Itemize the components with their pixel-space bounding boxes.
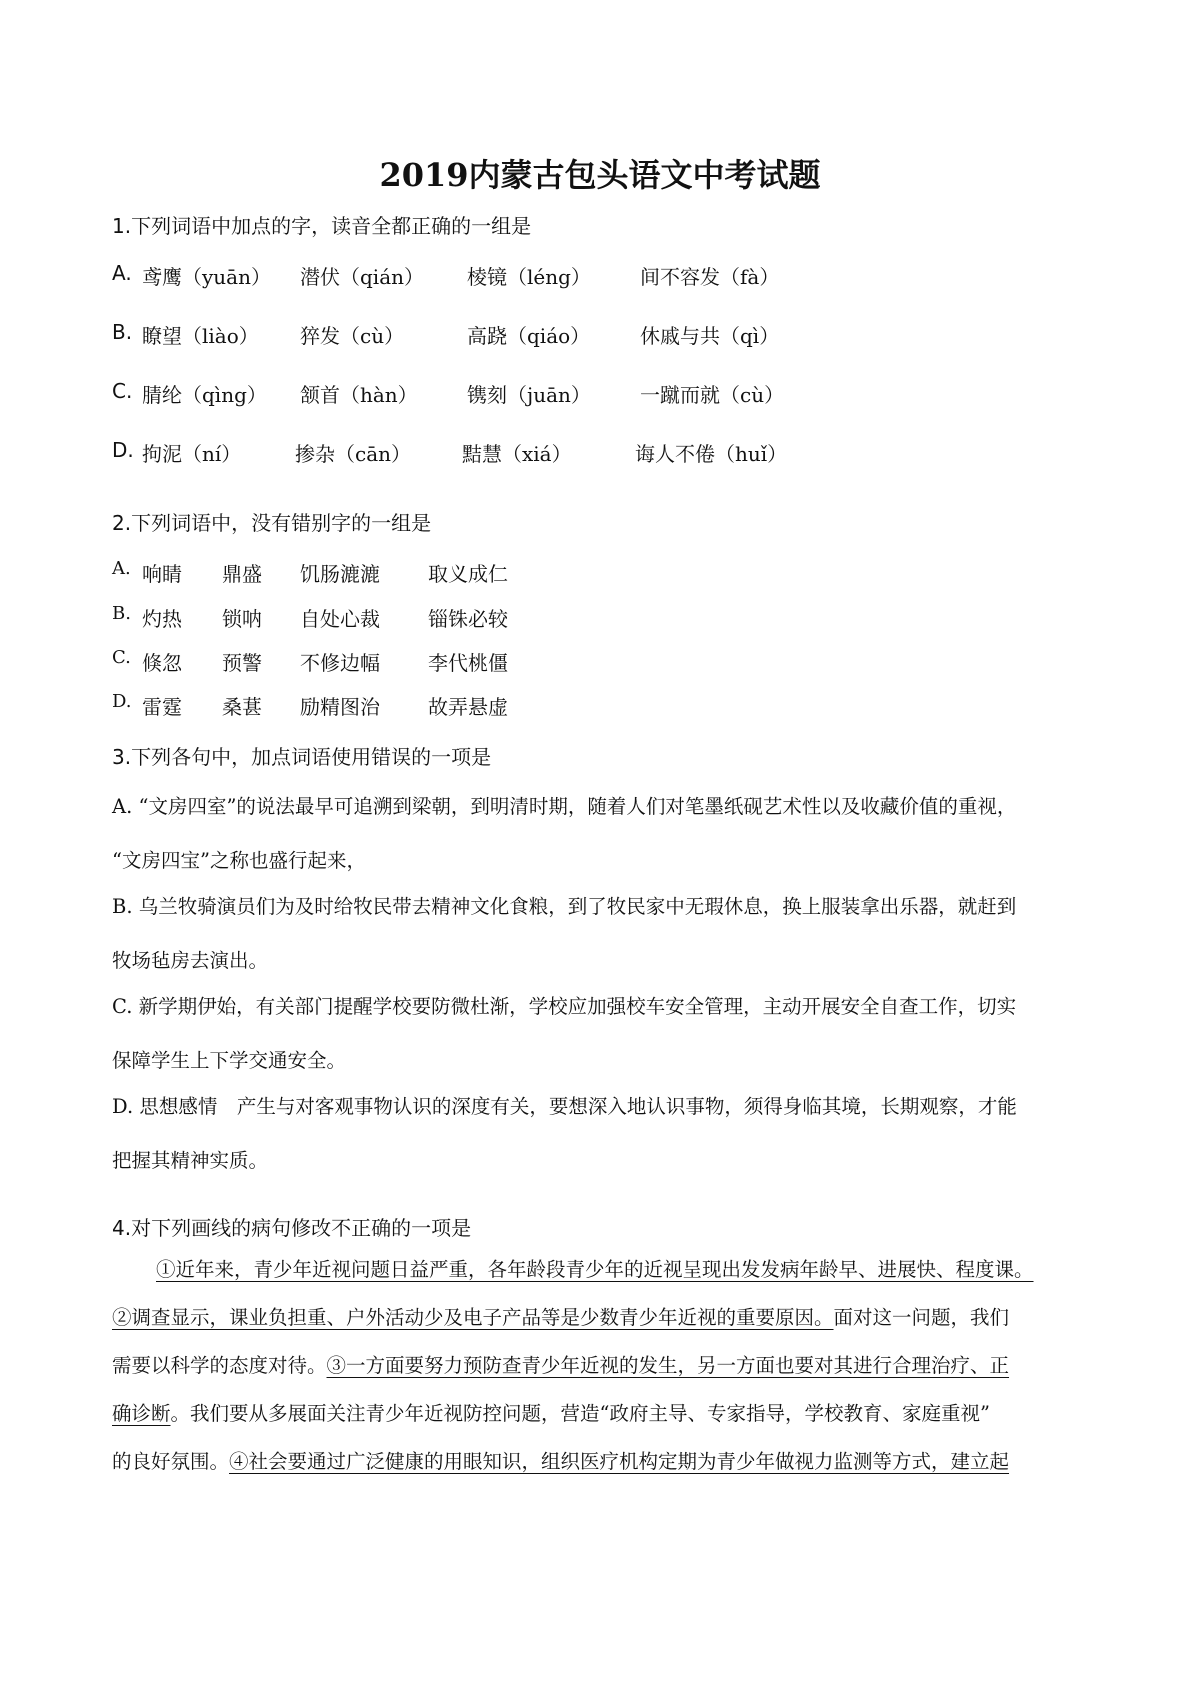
passage-text: 的良好氛围。 — [112, 1450, 230, 1473]
underlined-sentence-3-end: 确诊断 — [112, 1402, 171, 1425]
option-item: 高跷（qiáo） — [467, 324, 591, 348]
option-letter: B. — [112, 603, 131, 624]
option-line: 把握其精神实质。 — [112, 1149, 269, 1172]
q1-option-c — [112, 379, 1112, 415]
page-title: 2019内蒙古包头语文中考试题 — [379, 156, 821, 194]
underlined-sentence-2: ②调查显示，课业负担重、户外活动少及电子产品等是少数青少年近视的重要原因。 — [112, 1306, 834, 1329]
q4-passage — [112, 1246, 1102, 1486]
option-line: A. “文房四室”的说法最早可追溯到梁朝，到明清时期，随着人们对笔墨纸砚艺术性以及收藏价值的重视， — [112, 795, 1017, 818]
option-item: 休戚与共（qì） — [640, 324, 780, 348]
question-2-stem: 2.下列词语中，没有错别字的一组是 — [112, 511, 432, 535]
q3-option-a — [112, 780, 1092, 888]
q3-option-d — [112, 1080, 1092, 1188]
option-line: 保障学生上下学交通安全。 — [112, 1049, 347, 1072]
option-item: 一蹴而就（cù） — [640, 383, 785, 407]
option-item: 潜伏（qián） — [300, 265, 425, 289]
option-line: C. 新学期伊始，有关部门提醒学校要防微杜渐，学校应加强校车安全管理，主动开展安全自查工作，切实 — [112, 995, 1017, 1018]
passage-text: 需要以科学的态度对待。 — [112, 1354, 327, 1377]
option-item: 自处心裁 — [300, 607, 380, 631]
option-letter: C. — [112, 647, 131, 668]
option-letter: D. — [112, 438, 134, 462]
option-letter: A. — [112, 261, 132, 285]
option-item: 预警 — [222, 651, 262, 675]
option-item: 间不容发（fà） — [640, 265, 780, 289]
underlined-sentence-3: ③一方面要努力预防查青少年近视的发生，另一方面也要对其进行合理治疗、正 — [326, 1354, 1010, 1377]
option-letter: C. — [112, 379, 133, 403]
option-line: 牧场毡房去演出。 — [112, 949, 269, 972]
option-item: 倏忽 — [142, 651, 182, 675]
option-item: 桑葚 — [222, 695, 262, 719]
underlined-sentence-4: ④社会要通过广泛健康的用眼知识，组织医疗机构定期为青少年做视力监测等方式，建立起 — [229, 1450, 1010, 1473]
q2-option-b — [112, 603, 1112, 639]
option-item: 响睛 — [142, 562, 182, 586]
q1-option-d — [112, 438, 1112, 474]
option-item: 鼎盛 — [222, 562, 262, 586]
option-item: 黠慧（xiá） — [462, 442, 572, 466]
option-item: 不修边幅 — [300, 651, 380, 675]
q3-option-c — [112, 980, 1092, 1088]
option-item: 棱镜（léng） — [467, 265, 591, 289]
option-item: 取义成仁 — [428, 562, 508, 586]
passage-line — [112, 1294, 1102, 1342]
passage-line — [112, 1438, 1102, 1486]
q2-option-d — [112, 691, 1112, 727]
option-letter: B. — [112, 320, 133, 344]
option-item: 锁呐 — [222, 607, 262, 631]
option-item: 饥肠漉漉 — [300, 562, 380, 586]
passage-line — [112, 1342, 1102, 1390]
passage-line — [112, 1390, 1102, 1438]
option-item: 灼热 — [142, 607, 182, 631]
passage-text: 。我们要从多展面关注青少年近视防控问题，营造“政府主导、专家指导，学校教育、家庭重视” — [170, 1402, 990, 1425]
q2-option-c — [112, 647, 1112, 683]
option-line: “文房四宝”之称也盛行起来， — [112, 849, 366, 872]
option-letter: D. — [112, 691, 132, 712]
option-item: 鸢鹰（yuān） — [142, 265, 271, 289]
option-item: 腈纶（qìng） — [142, 383, 267, 407]
option-item: 掺杂（cān） — [295, 442, 412, 466]
option-line: D. 思想感情 产生与对客观事物认识的深度有关，要想深入地认识事物，须得身临其境，长期观察，才能 — [112, 1095, 1017, 1118]
option-item: 励精图治 — [300, 695, 380, 719]
passage-line — [112, 1246, 1102, 1294]
option-item: 诲人不倦（huǐ） — [635, 442, 788, 466]
option-line: B. 乌兰牧骑演员们为及时给牧民带去精神文化食粮，到了牧民家中无瑕休息，换上服装拿出乐器，就赶到 — [112, 895, 1017, 918]
option-item: 镌刻（juān） — [467, 383, 591, 407]
q3-option-b — [112, 880, 1092, 988]
option-item: 猝发（cù） — [300, 324, 405, 348]
question-1-stem: 1.下列词语中加点的字，读音全都正确的一组是 — [112, 214, 532, 238]
question-3-stem: 3.下列各句中，加点词语使用错误的一项是 — [112, 745, 492, 769]
q2-option-a — [112, 558, 1112, 594]
q1-option-a — [112, 261, 1112, 297]
option-item: 颔首（hàn） — [300, 383, 418, 407]
option-item: 雷霆 — [142, 695, 182, 719]
option-letter: A. — [112, 558, 131, 579]
option-item: 拘泥（ní） — [142, 442, 242, 466]
option-item: 瞭望（liào） — [142, 324, 259, 348]
option-item: 李代桃僵 — [428, 651, 508, 675]
underlined-sentence-1: ①近年来，青少年近视问题日益严重，各年龄段青少年的近视呈现出发发病年龄早、进展快、程度课。 — [156, 1258, 1034, 1281]
question-4-stem: 4.对下列画线的病句修改不正确的一项是 — [112, 1216, 472, 1240]
option-item: 锱铢必较 — [428, 607, 508, 631]
passage-text: 面对这一问题，我们 — [833, 1306, 1010, 1329]
q1-option-b — [112, 320, 1112, 356]
option-item: 故弄悬虚 — [428, 695, 508, 719]
